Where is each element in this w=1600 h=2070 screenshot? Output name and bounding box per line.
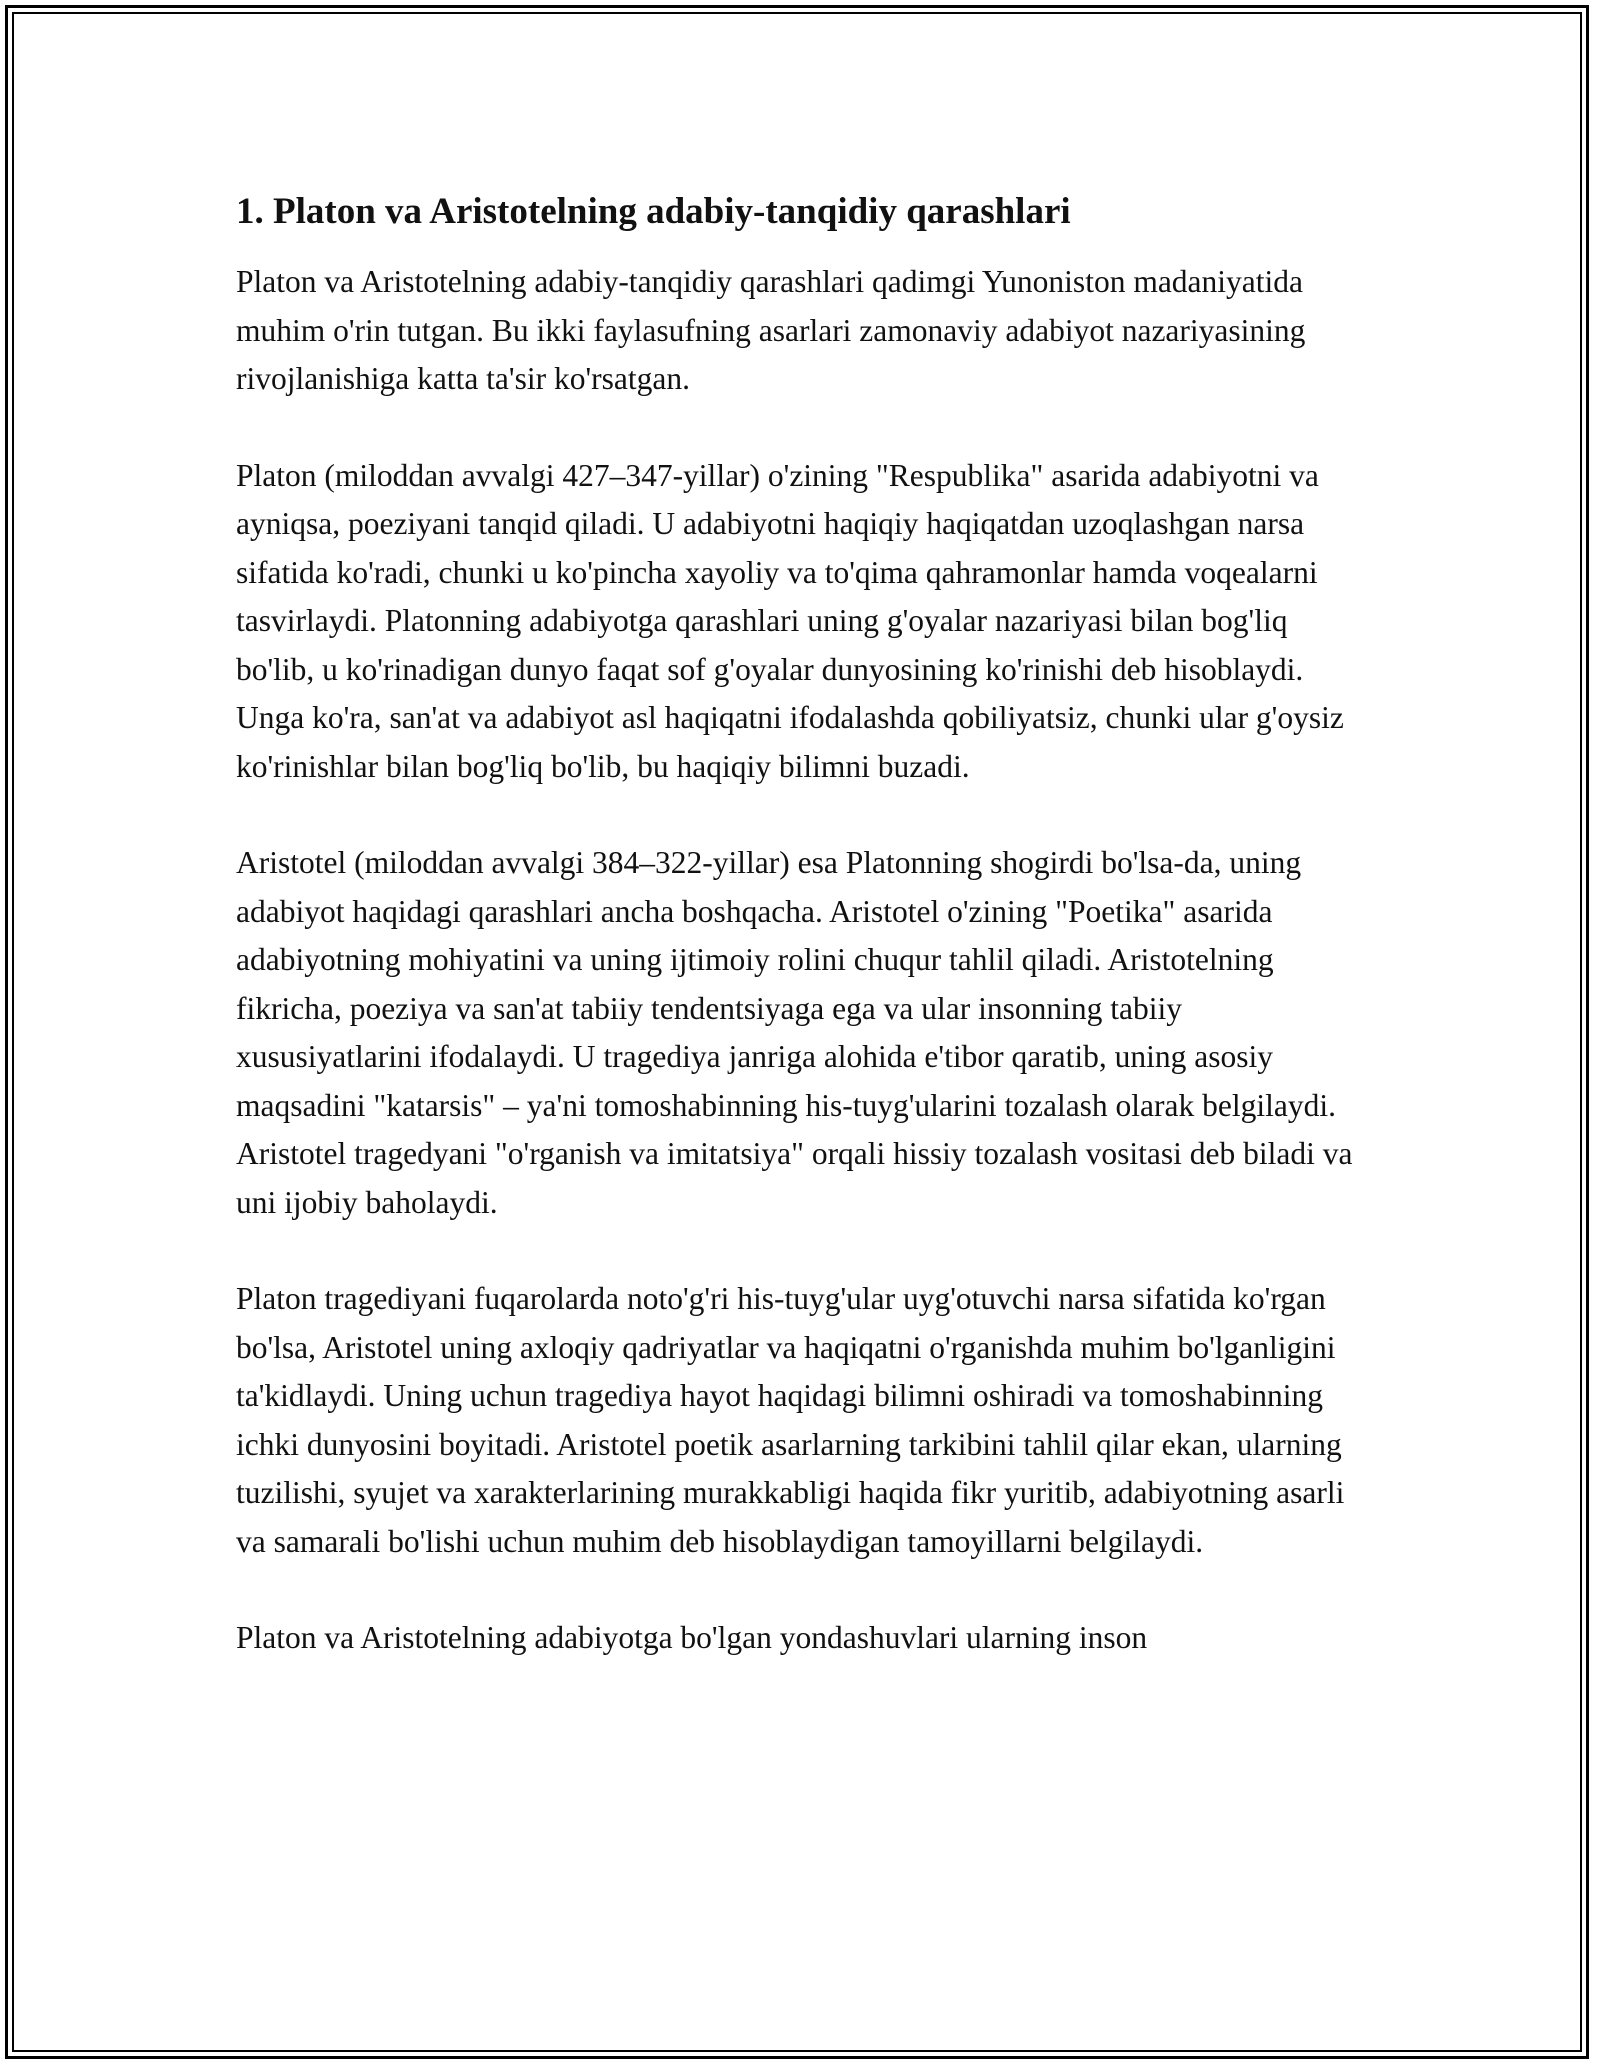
paragraph-aristotel: Aristotel (miloddan avvalgi 384–322-yillar) esa Platonning shogirdi bo'lsa-da, uning adabiyot haqidagi qarashlari ancha boshqacha. Aristotel o'zining "Poetika" asarida adabiyotning mohiyatini va uning ijtimoiy rolini chuqur tahlil qiladi. Aristotelning fikricha, poeziya va san'at tabiiy tendentsiyaga ega va ular insonning tabiiy xususiyatlarini ifodalaydi. U tragediya janriga alohida e'tibor qaratib, uning asosiy maqsadini "katarsis" – ya'ni tomoshabinning his-tuyg'ularini tozalash olarak belgilaydi. Aristotel tragedyani "o'rganish va imitatsiya" orqali hissiy tozalash vositasi deb biladi va uni ijobiy baholaydi. xyxy=(236,845,1353,1220)
paragraph-platon: Platon (miloddan avvalgi 427–347-yillar) o'zining "Respublika" asarida adabiyotni va ayniqsa, poeziyani tanqid qiladi. U adabiyotni haqiqiy haqiqatdan uzoqlashgan narsa sifatida ko'radi, chunki u ko'pincha xayoliy va to'qima qahramonlar hamda voqealarni tasvirlaydi. Platonning adabiyotga qarashlari uning g'oyalar nazariyasi bilan bog'liq bo'lib, u ko'rinadigan dunyo faqat sof g'oyalar dunyosining ko'rinishi deb hisoblaydi. Unga ko'ra, san'at va adabiyot asl haqiqatni ifodalashda qobiliyatsiz, chunki ular g'oysiz ko'rinishlar bilan bog'liq bo'lib, bu haqiqiy bilimni buzadi. xyxy=(236,457,1344,784)
section-heading: 1. Platon va Aristotelning adabiy-tanqidiy qarashlari xyxy=(236,191,1071,232)
document-body xyxy=(236,186,1366,1711)
paragraph-conclusion: Platon va Aristotelning adabiyotga bo'lgan yondashuvlari ularning inson xyxy=(236,1620,1148,1655)
paragraph-comparison: Platon tragediyani fuqarolarda noto'g'ri his-tuyg'ular uyg'otuvchi narsa sifatida ko'rgan bo'lsa, Aristotel uning axloqiy qadriyatlar va haqiqatni o'rganishda muhim bo'lganligini ta'kidlaydi. Uning uchun tragediya hayot haqidagi bilimni oshiradi va tomoshabinning ichki dunyosini boyitadi. Aristotel poetik asarlarning tarkibini tahlil qilar ekan, ularning tuzilishi, syujet va xarakterlarining murakkabligi haqida fikr yuritib, adabiyotning asarli va samarali bo'lishi uchun muhim deb hisoblaydigan tamoyillarni belgilaydi. xyxy=(236,1281,1345,1559)
paragraph-intro: Platon va Aristotelning adabiy-tanqidiy qarashlari qadimgi Yunoniston madaniyatida muhim o'rin tutgan. Bu ikki faylasufning asarlari zamonaviy adabiyot nazariyasining rivojlanishiga katta ta'sir ko'rsatgan. xyxy=(236,264,1306,396)
